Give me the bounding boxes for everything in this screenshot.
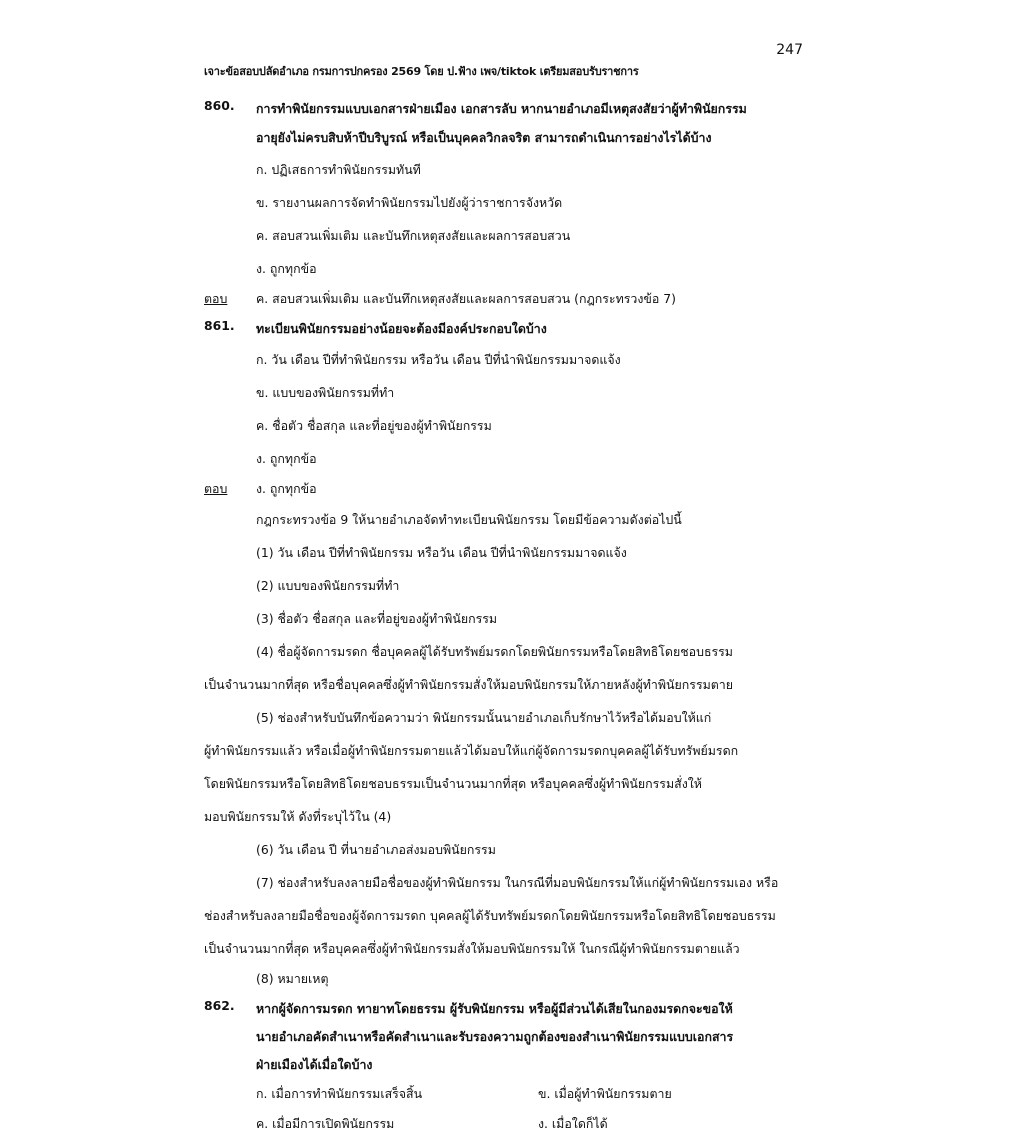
- option-item: ก. วัน เดือน ปีที่ทำพินัยกรรม หรือวัน เดือน ปีที่นำพินัยกรรมมาจดแจ้ง: [256, 352, 621, 367]
- option-item: ข. รายงานผลการจัดทำพินัยกรรมไปยังผู้ว่าราชการจังหวัด: [256, 195, 563, 210]
- answer-label: ตอบ: [204, 481, 228, 496]
- question-861: [204, 315, 816, 343]
- answer-860: [204, 285, 816, 313]
- page-content: [204, 93, 816, 1139]
- paragraph-line: เป็นจำนวนมากที่สุด หรือบุคคลซึ่งผู้ทำพินัยกรรมสั่งให้มอบพินัยกรรมให้ ในกรณีผู้ทำพินัยกรรมตายแล้ว: [204, 941, 740, 956]
- answer-text: ง. ถูกทุกข้อ: [256, 481, 317, 496]
- paragraph-line: (5) ช่องสำหรับบันทึกข้อความว่า พินัยกรรมนั้นนายอำเภอเก็บรักษาไว้หรือได้มอบให้แก่: [256, 710, 712, 725]
- answer-label: ตอบ: [204, 291, 228, 306]
- explanation-item: (2) แบบของพินัยกรรมที่ทำ: [256, 578, 400, 593]
- paragraph-line: ผู้ทำพินัยกรรมแล้ว หรือเมื่อผู้ทำพินัยกรรมตายแล้วได้มอบให้แก่ผู้จัดการมรดกบุคคลผู้ได้รับทรัพย์มรดก: [204, 743, 739, 758]
- options-862: [256, 1079, 816, 1139]
- question-number: 861.: [204, 318, 235, 333]
- explanation-item: (1) วัน เดือน ปีที่ทำพินัยกรรม หรือวัน เดือน ปีที่นำพินัยกรรมมาจดแจ้ง: [256, 545, 627, 560]
- question-862: [204, 995, 816, 1079]
- explanation-item-6: [256, 833, 816, 866]
- paragraph-line: โดยพินัยกรรมหรือโดยสิทธิโดยชอบธรรมเป็นจำนวนมากที่สุด หรือบุคคลซึ่งผู้ทำพินัยกรรมสั่งให้: [204, 776, 702, 791]
- page-number: 247: [776, 42, 803, 58]
- question-number: 862.: [204, 998, 235, 1013]
- paragraph-line: (8) หมายเหตุ: [256, 971, 329, 986]
- options-860: [256, 153, 816, 285]
- option-item: ข. เมื่อผู้ทำพินัยกรรมตาย: [538, 1086, 672, 1101]
- option-item: ข. แบบของพินัยกรรมที่ทำ: [256, 385, 395, 400]
- explanation-item: (3) ชื่อตัว ชื่อสกุล และที่อยู่ของผู้ทำพินัยกรรม: [256, 611, 498, 626]
- question-text-line: ฝ่ายเมืองได้เมื่อใดบ้าง: [256, 1057, 373, 1072]
- option-item: ง. ถูกทุกข้อ: [256, 261, 317, 276]
- paragraph-line: ช่องสำหรับลงลายมือชื่อของผู้จัดการมรดก บุคคลผู้ได้รับทรัพย์มรดกโดยพินัยกรรมหรือโดยสิทธิโดยชอบธรรม: [204, 908, 776, 923]
- question-number: 860.: [204, 98, 235, 113]
- question-text-line: การทำพินัยกรรมแบบเอกสารฝ่ายเมือง เอกสารลับ หากนายอำเภอมีเหตุสงสัยว่าผู้ทำพินัยกรรม: [256, 101, 747, 116]
- question-text-line: หากผู้จัดการมรดก ทายาทโดยธรรม ผู้รับพินัยกรรม หรือผู้มีส่วนได้เสียในกองมรดกจะขอให้: [256, 1001, 733, 1016]
- paragraph-line: มอบพินัยกรรมให้ ดังที่ระบุไว้ใน (4): [204, 809, 392, 824]
- question-text-line: นายอำเภอคัดสำเนาหรือคัดสำเนาและรับรองความถูกต้องของสำเนาพินัยกรรมแบบเอกสาร: [256, 1029, 734, 1044]
- option-item: ค. สอบสวนเพิ่มเติม และบันทึกเหตุสงสัยและผลการสอบสวน: [256, 228, 571, 243]
- paragraph-line: (4) ชื่อผู้จัดการมรดก ชื่อบุคคลผู้ได้รับทรัพย์มรดกโดยพินัยกรรมหรือโดยสิทธิโดยชอบธรรม: [256, 644, 733, 659]
- answer-text: ค. สอบสวนเพิ่มเติม และบันทึกเหตุสงสัยและผลการสอบสวน (กฎกระทรวงข้อ 7): [256, 291, 676, 306]
- paragraph-line: (6) วัน เดือน ปี ที่นายอำเภอส่งมอบพินัยกรรม: [256, 842, 496, 857]
- question-text: [256, 995, 733, 1079]
- explanation-861: [256, 503, 816, 635]
- answer-861: [204, 475, 816, 503]
- explanation-item-7: [204, 866, 816, 965]
- explanation-item-4: [204, 635, 816, 701]
- option-item: ค. เมื่อมีการเปิดพินัยกรรม: [256, 1116, 395, 1131]
- paragraph-line: เป็นจำนวนมากที่สุด หรือชื่อบุคคลซึ่งผู้ทำพินัยกรรมสั่งให้มอบพินัยกรรมให้ภายหลังผู้ทำพินัยกรรมตาย: [204, 677, 734, 692]
- page-header: เจาะข้อสอบปลัดอำเภอ กรมการปกครอง 2569 โดย ป.ฟ้าง เพจ/tiktok เตรียมสอบรับราชการ: [204, 65, 639, 78]
- paragraph-line: (7) ช่องสำหรับลงลายมือชื่อของผู้ทำพินัยกรรม ในกรณีที่มอบพินัยกรรมให้แก่ผู้ทำพินัยกรรมเอง หรือ: [256, 875, 779, 890]
- explanation-intro: กฎกระทรวงข้อ 9 ให้นายอำเภอจัดทำทะเบียนพินัยกรรม โดยมีข้อความดังต่อไปนี้: [256, 512, 682, 527]
- explanation-item-8: [256, 965, 816, 993]
- option-item: ก. เมื่อการทำพินัยกรรมเสร็จสิ้น: [256, 1086, 423, 1101]
- option-item: ง. ถูกทุกข้อ: [256, 451, 317, 466]
- options-861: [256, 343, 816, 475]
- option-item: ค. ชื่อตัว ชื่อสกุล และที่อยู่ของผู้ทำพินัยกรรม: [256, 418, 492, 433]
- option-item: ง. เมื่อใดก็ได้: [538, 1116, 608, 1131]
- option-item: ก. ปฏิเสธการทำพินัยกรรมทันที: [256, 162, 421, 177]
- question-860: [204, 95, 816, 153]
- explanation-item-5: [204, 701, 816, 833]
- question-text: ทะเบียนพินัยกรรมอย่างน้อยจะต้องมีองค์ประกอบใดบ้าง: [256, 321, 547, 336]
- question-text: [256, 95, 747, 153]
- question-text-line: อายุยังไม่ครบสิบห้าปีบริบูรณ์ หรือเป็นบุคคลวิกลจริต สามารถดำเนินการอย่างไรได้บ้าง: [256, 130, 712, 145]
